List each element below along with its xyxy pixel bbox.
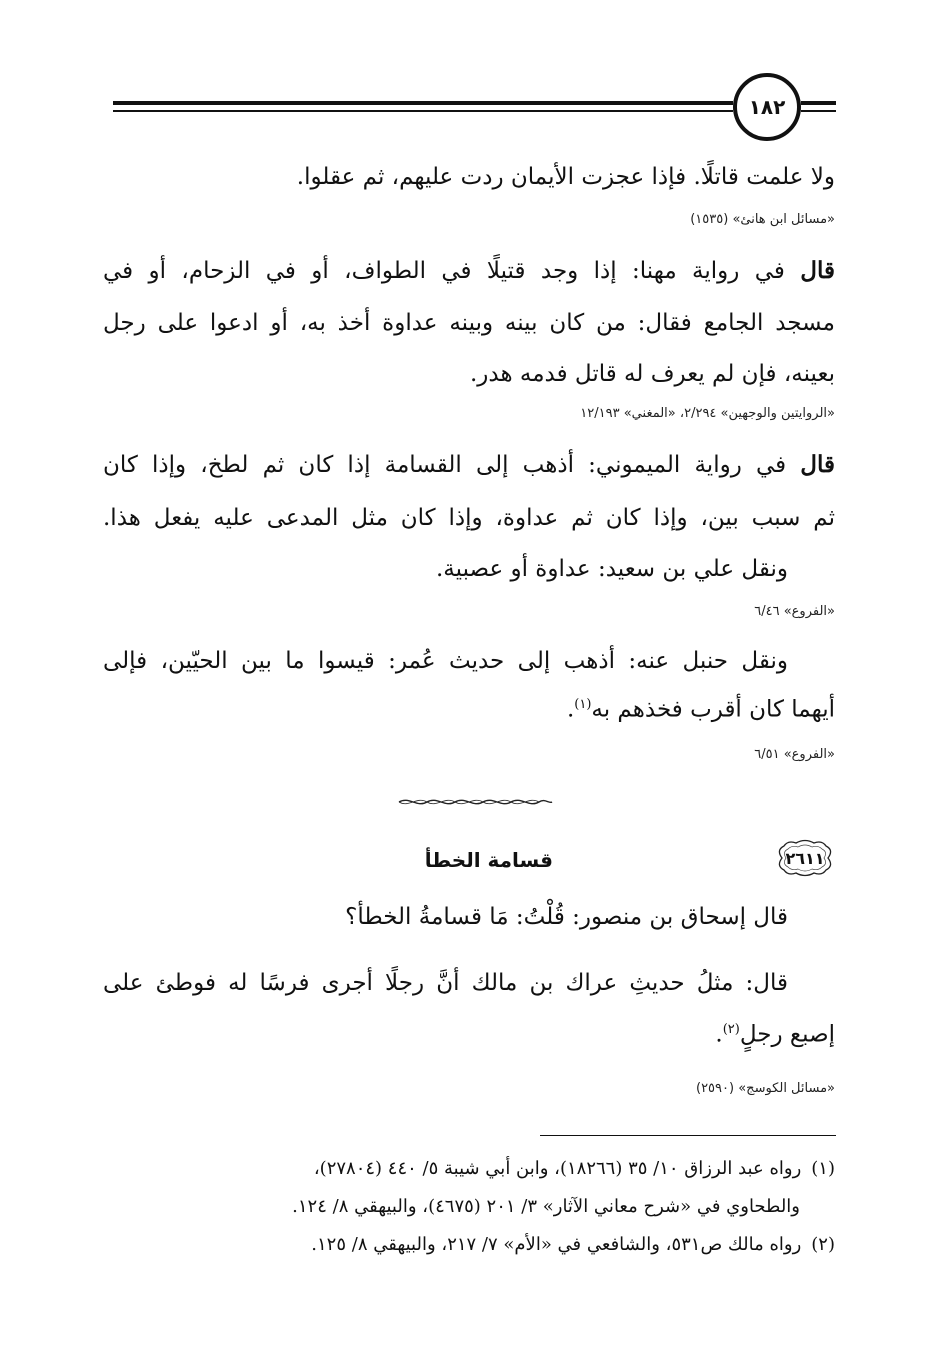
footnote-number: (١) xyxy=(811,1158,835,1179)
footnote-text: رواه عبد الرزاق ١٠/ ٣٥ (١٨٢٦٦)، وابن أبي شيبة ٥/ ٤٤٠ (٢٧٨٠٤)، xyxy=(313,1158,802,1179)
text-span: في رواية الميموني: أذهب إلى القسامة إذا كان ثم لطخ، وإذا كان xyxy=(103,452,801,478)
text-line: قال: مثلُ حديثِ عراك بن مالك أنَّ رجلًا أجرى فرسًا له فوطئ على xyxy=(103,970,788,996)
text-line xyxy=(103,453,835,477)
source-citation: «مسائل ابن هانئ» (١٥٣٥) xyxy=(690,212,835,227)
text-line: ونقل علي بن سعيد: عداوة أو عصبية. xyxy=(435,556,788,582)
text-line xyxy=(103,259,835,283)
source-citation: «مسائل الكوسج» (٢٥٩٠) xyxy=(696,1081,835,1096)
footnote-marker[interactable]: (١) xyxy=(574,697,592,712)
section-number: ٢٦١١ xyxy=(785,848,825,868)
text-line: ولا علمت قاتلًا. فإذا عجزت الأيمان ردت عليهم، ثم عقلوا. xyxy=(296,164,835,190)
footnote-text: رواه مالك ص٥٣١، والشافعي في «الأم» ٧/ ٢١٧، والبيهقي ٨/ ١٢٥. xyxy=(311,1234,802,1255)
header-rule-right-thick xyxy=(801,101,836,105)
footnote-number: (٢) xyxy=(811,1234,835,1255)
section-title: قسامة الخطأ xyxy=(424,848,553,872)
text-span: . xyxy=(715,1021,723,1048)
text-line xyxy=(567,698,835,722)
source-citation: «الفروع» ٦/٤٦ xyxy=(754,604,835,619)
text-span: إصبع رجلٍ xyxy=(739,1021,835,1048)
source-citation: «الروايتين والوجهين» ٢/٢٩٤، «المغني» ١٢/١٩٣ xyxy=(580,406,835,421)
header-rule-thin xyxy=(113,110,733,112)
page-number: ١٨٢ xyxy=(748,95,786,119)
lead-word: قال xyxy=(800,451,835,478)
ornament-divider xyxy=(395,796,555,808)
text-line: ونقل حنبل عنه: أذهب إلى حديث عُمر: قيسوا ما بين الحيّين، فإلى xyxy=(103,648,788,674)
footnote-separator xyxy=(540,1135,836,1136)
text-line: قال إسحاق بن منصور: قُلْتُ: مَا قسامةُ الخطأ؟ xyxy=(345,904,788,930)
source-citation: «الفروع» ٦/٥١ xyxy=(754,747,835,762)
text-span: . xyxy=(566,696,575,723)
text-line: مسجد الجامع فقال: من كان بينه وبينه عداوة أخذ به، أو ادعوا على رجل xyxy=(103,310,835,336)
text-span: في رواية مهنا: إذا وجد قتيلًا في الطواف، أو في الزحام، أو في xyxy=(103,258,801,284)
section-number-badge xyxy=(774,838,836,878)
text-line: ثم سبب بين، وإذا كان ثم عداوة، وإذا كان مثل المدعى عليه يفعل هذا. xyxy=(103,505,835,531)
footnote-marker[interactable]: (٢) xyxy=(722,1022,740,1037)
header-rule-thick xyxy=(113,101,733,105)
text-line: بعينه، فإن لم يعرف له قاتل فدمه هدر. xyxy=(469,361,835,387)
text-span: أيهما كان أقرب فخذهم به xyxy=(591,696,835,723)
footnote xyxy=(311,1236,835,1254)
text-line xyxy=(715,1023,835,1047)
page-number-badge xyxy=(733,73,801,141)
header-rule-right-thin xyxy=(801,110,836,112)
footnote-continuation: والطحاوي في «شرح معاني الآثار» ٣/ ٢٠١ (٤٦٧٥)، والبيهقي ٨/ ١٢٤. xyxy=(292,1196,800,1217)
lead-word: قال xyxy=(800,257,835,284)
footnote xyxy=(314,1160,835,1178)
